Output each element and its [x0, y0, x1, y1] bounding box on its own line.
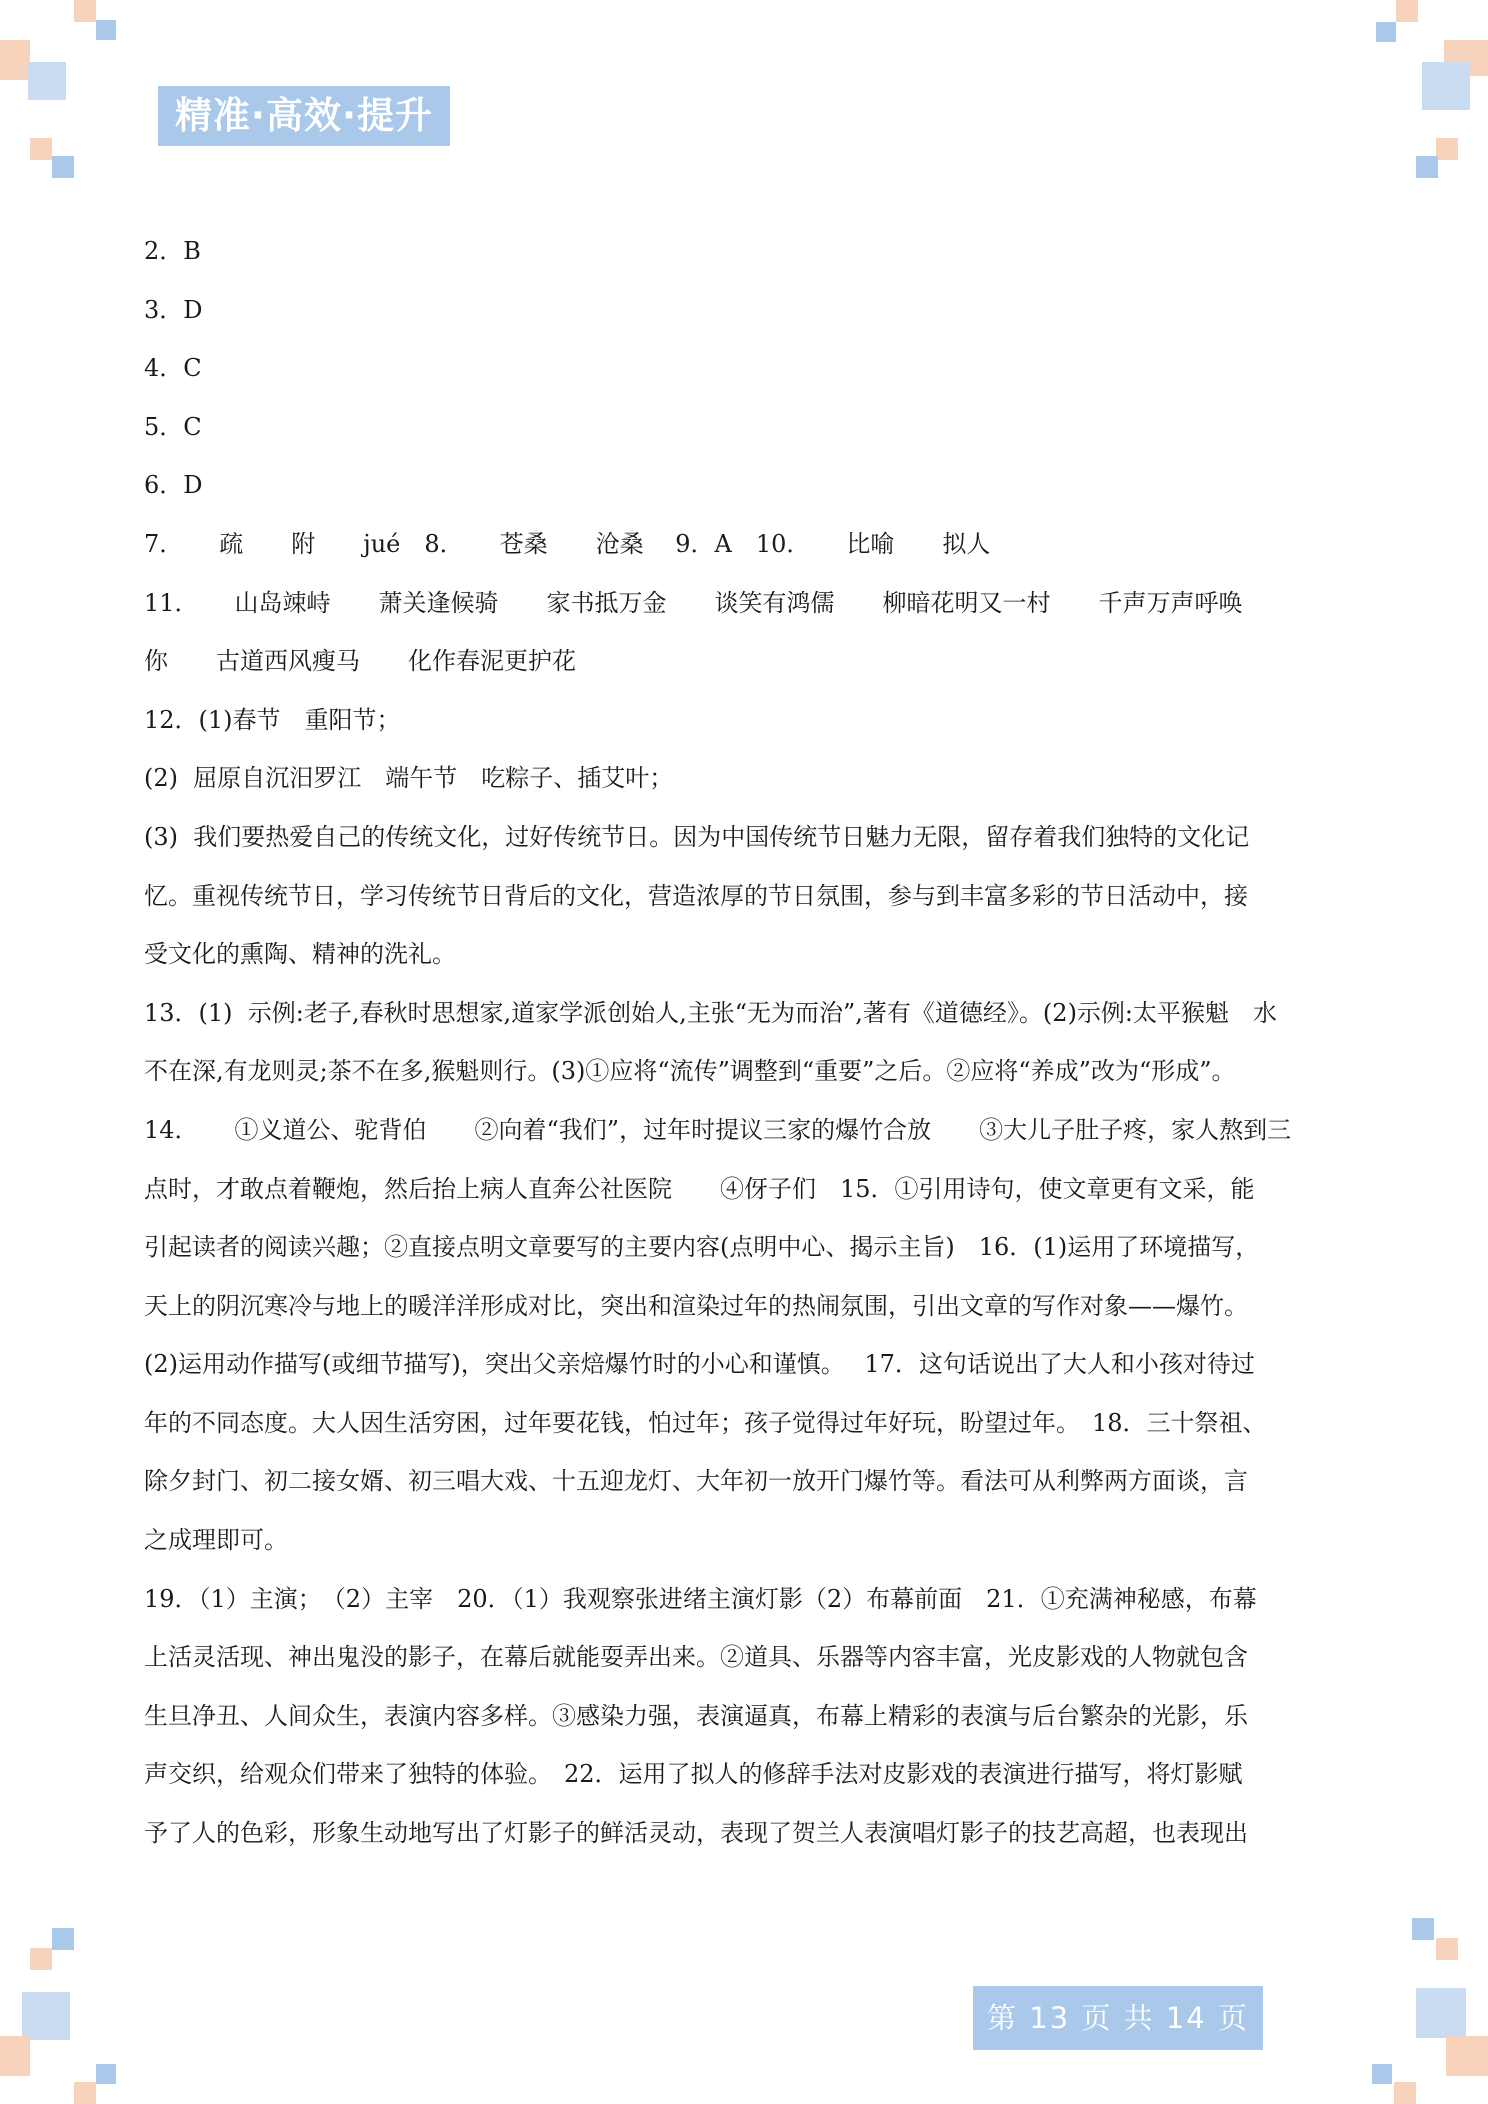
text-line: 引起读者的阅读兴趣；②直接点明文章要写的主要内容(点明中心、揭示主旨) 16．(1)运用了环境描写，: [144, 1233, 1260, 1262]
text-line: (2) 屈原自沉汨罗江 端午节 吃粽子、插艾叶；: [144, 764, 674, 793]
page-number: 第 13 页 共 14 页: [973, 1986, 1263, 2050]
text-line: 予了人的色彩，形象生动地写出了灯影子的鲜活灵动，表现了贺兰人表演唱灯影子的技艺高超，也表现出: [144, 1819, 1248, 1848]
text-line: (3) 我们要热爱自己的传统文化，过好传统节日。因为中国传统节日魅力无限，留存着我们独特的文化记: [144, 822, 1250, 851]
answer-content: [144, 222, 1350, 1863]
text-line: 4．C: [144, 354, 202, 383]
text-line: 你 古道西风瘦马 化作春泥更护花: [144, 647, 576, 676]
text-line: 点时，才敢点着鞭炮，然后抬上病人直奔公社医院 ④伢子们 15．①引用诗句，使文章更有文采，能: [144, 1174, 1255, 1203]
text-line: 上活灵活现、神出鬼没的影子，在幕后就能耍弄出来。②道具、乐器等内容丰富，光皮影戏的人物就包含: [144, 1643, 1248, 1672]
text-line: 声交织，给观众们带来了独特的体验。 22．运用了拟人的修辞手法对皮影戏的表演进行描写，将灯影赋: [144, 1760, 1243, 1789]
text-line: 忆。重视传统节日，学习传统节日背后的文化，营造浓厚的节日氛围，参与到丰富多彩的节日活动中，接: [144, 881, 1248, 910]
text-line: 14． ①义道公、驼背伯 ②向着“我们”，过年时提议三家的爆竹合放 ③大儿子肚子疼，家人熬到三: [144, 1115, 1292, 1144]
text-line: 13．(1) 示例:老子,春秋时思想家,道家学派创始人,主张“无为而治”,著有《道德经》。(2)示例:太平猴魁 水: [144, 998, 1278, 1027]
text-line: 6．D: [144, 471, 203, 500]
text-line: 之成理即可。: [144, 1526, 288, 1555]
text-line: 2．B: [144, 237, 201, 265]
text-line: 3．D: [144, 295, 203, 324]
text-line: 除夕封门、初二接女婿、初三唱大戏、十五迎龙灯、大年初一放开门爆竹等。看法可从利弊两方面谈，言: [144, 1467, 1248, 1496]
text-line: 12．(1)春节 重阳节；: [144, 705, 401, 734]
text-line: 19．（1）主演； （2）主宰 20．（1）我观察张进绪主演灯影（2）布幕前面 21．①充满神秘感，布幕: [144, 1584, 1257, 1613]
text-line: 7． 疏 附 jué 8． 苍桑 沧桑 9．A 10． 比喻 拟人: [144, 529, 991, 558]
text-line: 生旦净丑、人间众生，表演内容多样。③感染力强，表演逼真，布幕上精彩的表演与后台繁杂的光影，乐: [144, 1701, 1248, 1730]
text-line: 受文化的熏陶、精神的洗礼。: [144, 940, 456, 969]
text-line: 5．C: [144, 412, 202, 441]
text-line: 天上的阴沉寒冷与地上的暖洋洋形成对比，突出和渲染过年的热闹氛围，引出文章的写作对象——爆竹。: [144, 1291, 1248, 1320]
header-badge: 精准·高效·提升: [158, 86, 450, 146]
text-line: 不在深,有龙则灵;茶不在多,猴魁则行。(3)①应将“流传”调整到“重要”之后。②应将“养成”改为“形成”。: [144, 1057, 1236, 1086]
text-line: 11． 山岛竦峙 萧关逢候骑 家书抵万金 谈笑有鸿儒 柳暗花明又一村 千声万声呼唤: [144, 588, 1243, 617]
text-line: 年的不同态度。大人因生活穷困，过年要花钱，怕过年；孩子觉得过年好玩，盼望过年。 18．三十祭祖、: [144, 1408, 1267, 1437]
text-line: (2)运用动作描写(或细节描写)，突出父亲焙爆竹时的小心和谨慎。 17．这句话说出了大人和小孩对待过: [144, 1350, 1255, 1379]
